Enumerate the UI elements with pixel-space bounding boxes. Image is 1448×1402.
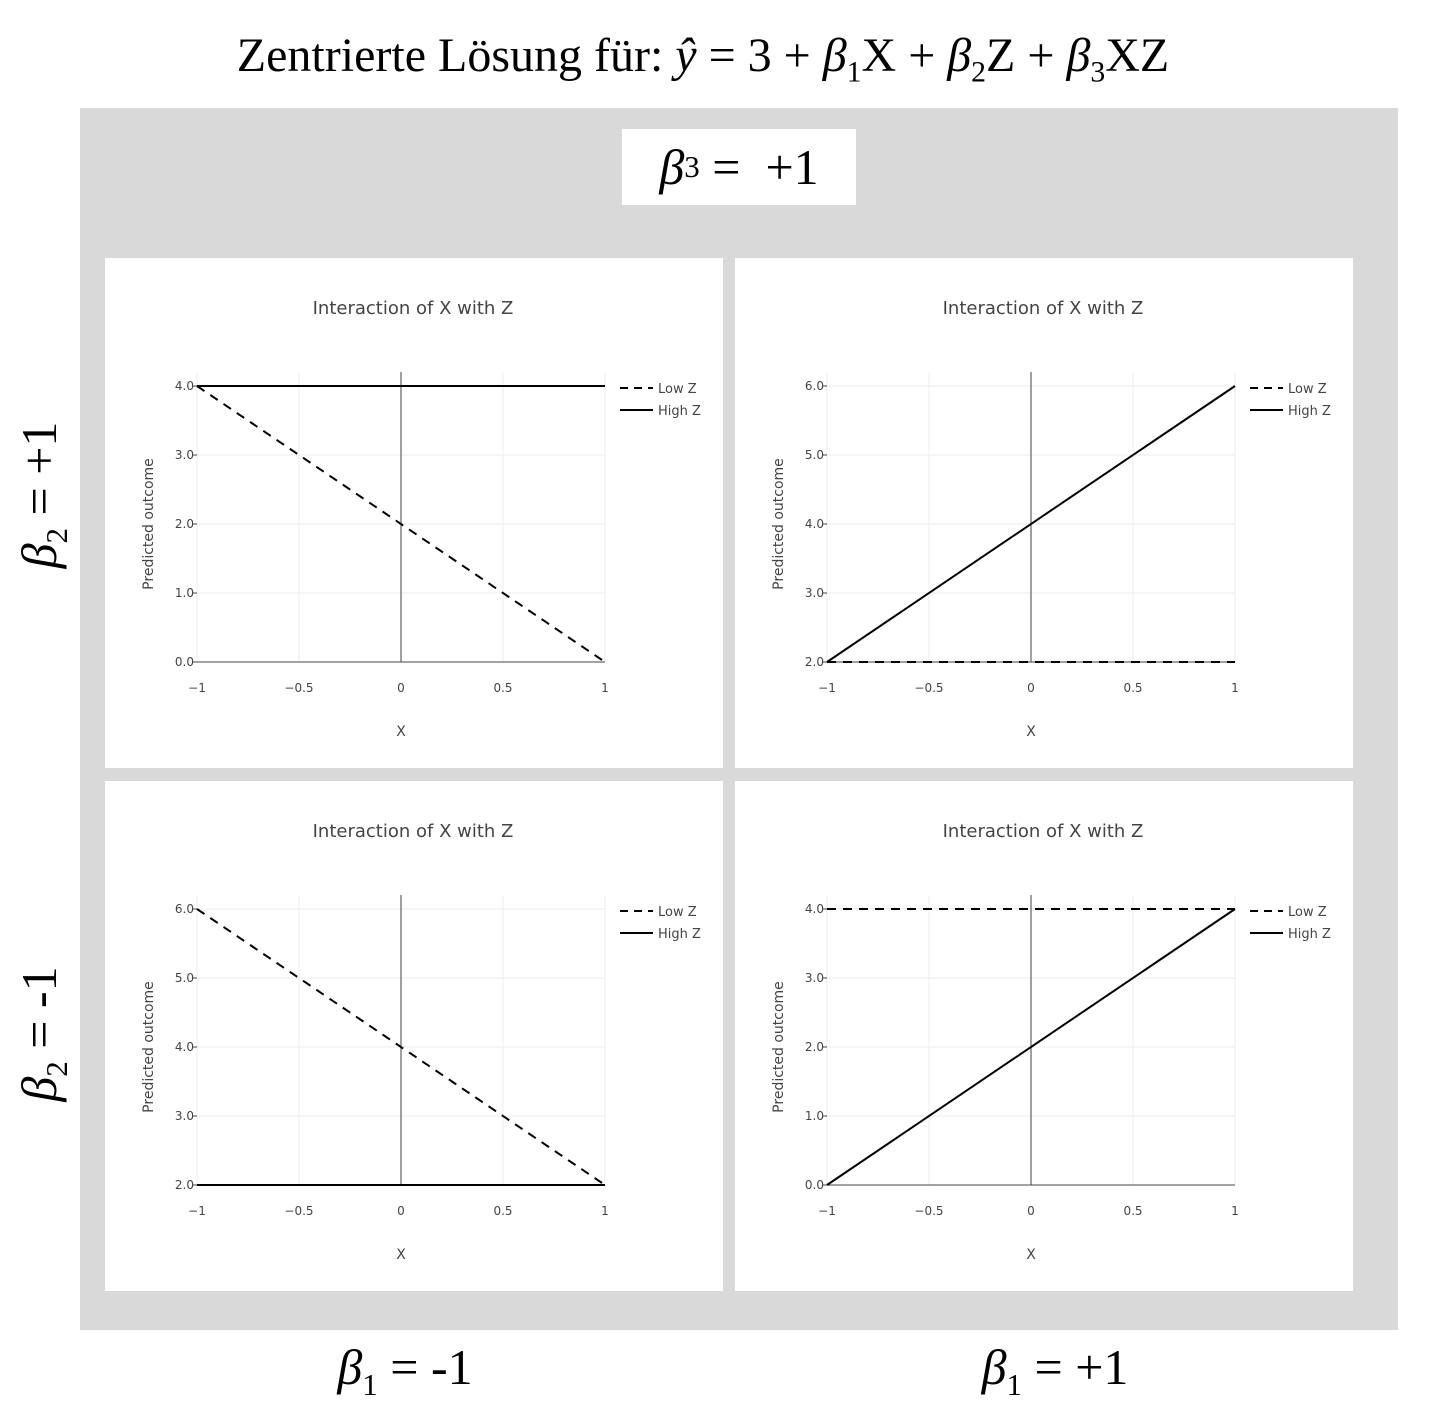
- col-label-sub: 1: [362, 1366, 378, 1402]
- col-label-beta1-minus: [205, 1338, 605, 1402]
- chart-title: Interaction of X with Z: [942, 298, 1144, 319]
- plot-top-right: [735, 258, 1353, 768]
- y-tick-label: 2.0: [804, 1040, 824, 1054]
- x-tick-label: −0.5: [284, 681, 314, 695]
- x-tick-label: 1: [601, 1204, 609, 1218]
- legend-label: Low Z: [1288, 382, 1327, 397]
- y-tick-label: 3.0: [174, 1109, 194, 1123]
- beta3-symbol: β: [659, 139, 685, 195]
- x-tick-label: −0.5: [914, 681, 944, 695]
- legend-label: High Z: [658, 927, 701, 942]
- legend-label: Low Z: [1288, 905, 1327, 920]
- row-label-value: = -1: [11, 966, 67, 1062]
- legend-label: High Z: [1288, 927, 1331, 942]
- legend-label: High Z: [658, 404, 701, 419]
- row-label-symbol: β: [11, 543, 67, 569]
- x-tick-label: 1: [1231, 1204, 1239, 1218]
- y-tick-label: 3.0: [174, 448, 194, 462]
- y-tick-label: 1.0: [804, 1109, 824, 1123]
- col-label-sub: 1: [1006, 1366, 1022, 1402]
- y-tick-label: 4.0: [174, 379, 194, 393]
- title-xz-term: XZ: [1105, 29, 1170, 82]
- y-tick-label: 6.0: [804, 379, 824, 393]
- y-tick-label: 4.0: [174, 1040, 194, 1054]
- title-beta2-sub: 2: [971, 55, 987, 89]
- y-tick-label: 6.0: [174, 902, 194, 916]
- y-tick-label: 0.0: [804, 1178, 824, 1192]
- x-tick-label: −1: [188, 681, 206, 695]
- main-title: [0, 28, 1406, 89]
- chart-title: Interaction of X with Z: [312, 821, 514, 842]
- row-label-beta2-minus: [10, 954, 74, 1114]
- x-axis-label: X: [1026, 724, 1036, 740]
- y-tick-label: 5.0: [804, 448, 824, 462]
- title-prefix: Zentrierte Lösung für:: [236, 29, 676, 82]
- x-tick-label: 0: [397, 681, 405, 695]
- legend-label: High Z: [1288, 404, 1331, 419]
- y-axis-label: Predicted outcome: [771, 981, 787, 1113]
- row-label-sub: 2: [38, 528, 74, 544]
- x-axis-label: X: [1026, 1247, 1036, 1263]
- col-label-value: = -1: [377, 1339, 473, 1395]
- y-tick-label: 1.0: [174, 586, 194, 600]
- col-label-symbol: β: [981, 1339, 1007, 1395]
- title-x-term: X +: [861, 29, 948, 82]
- y-tick-label: 2.0: [804, 655, 824, 669]
- title-z-term: Z +: [986, 29, 1067, 82]
- title-beta1-sub: 1: [846, 55, 862, 89]
- x-tick-label: 0.5: [1123, 681, 1143, 695]
- chart-svg: [735, 258, 1353, 768]
- y-axis-label: Predicted outcome: [141, 981, 157, 1113]
- y-tick-label: 4.0: [804, 517, 824, 531]
- y-axis-label: Predicted outcome: [141, 458, 157, 590]
- title-beta2: β: [947, 29, 972, 82]
- x-axis-label: X: [396, 724, 406, 740]
- col-label-value: = +1: [1022, 1339, 1129, 1395]
- plot-top-left: [105, 258, 723, 768]
- x-tick-label: 0.5: [493, 681, 513, 695]
- x-tick-label: 0.5: [493, 1204, 513, 1218]
- row-label-sub: 2: [38, 1061, 74, 1077]
- chart-title: Interaction of X with Z: [942, 821, 1144, 842]
- plot-bottom-right: [735, 781, 1353, 1291]
- x-tick-label: 0: [1027, 1204, 1035, 1218]
- title-beta3: β: [1066, 29, 1091, 82]
- row-label-beta2-plus: [10, 415, 74, 575]
- y-tick-label: 3.0: [804, 586, 824, 600]
- x-tick-label: 0: [1027, 681, 1035, 695]
- beta3-value: = +1: [699, 139, 819, 195]
- x-tick-label: 1: [1231, 681, 1239, 695]
- y-tick-label: 0.0: [174, 655, 194, 669]
- y-tick-label: 3.0: [804, 971, 824, 985]
- x-tick-label: −1: [818, 1204, 836, 1218]
- row-label-value: = +1: [11, 421, 67, 528]
- y-tick-label: 4.0: [804, 902, 824, 916]
- chart-svg: [105, 781, 723, 1291]
- chart-svg: [105, 258, 723, 768]
- chart-svg: [735, 781, 1353, 1291]
- y-tick-label: 2.0: [174, 1178, 194, 1192]
- title-beta1: β: [822, 29, 847, 82]
- chart-title: Interaction of X with Z: [312, 298, 514, 319]
- x-tick-label: 0: [397, 1204, 405, 1218]
- title-beta3-sub: 3: [1090, 55, 1106, 89]
- x-tick-label: −0.5: [914, 1204, 944, 1218]
- x-tick-label: 0.5: [1123, 1204, 1143, 1218]
- col-label-beta1-plus: [855, 1338, 1255, 1402]
- x-tick-label: −0.5: [284, 1204, 314, 1218]
- x-tick-label: −1: [818, 681, 836, 695]
- y-axis-label: Predicted outcome: [771, 458, 787, 590]
- y-tick-label: 2.0: [174, 517, 194, 531]
- legend-label: Low Z: [658, 382, 697, 397]
- x-tick-label: −1: [188, 1204, 206, 1218]
- col-label-symbol: β: [337, 1339, 363, 1395]
- x-tick-label: 1: [601, 681, 609, 695]
- plot-bottom-left: [105, 781, 723, 1291]
- title-eq: = 3 +: [696, 29, 823, 82]
- row-label-symbol: β: [11, 1076, 67, 1102]
- legend-label: Low Z: [658, 905, 697, 920]
- y-tick-label: 5.0: [174, 971, 194, 985]
- x-axis-label: X: [396, 1247, 406, 1263]
- title-yhat: ŷ: [675, 29, 697, 82]
- beta3-label-box: β 3 = +1: [622, 129, 856, 205]
